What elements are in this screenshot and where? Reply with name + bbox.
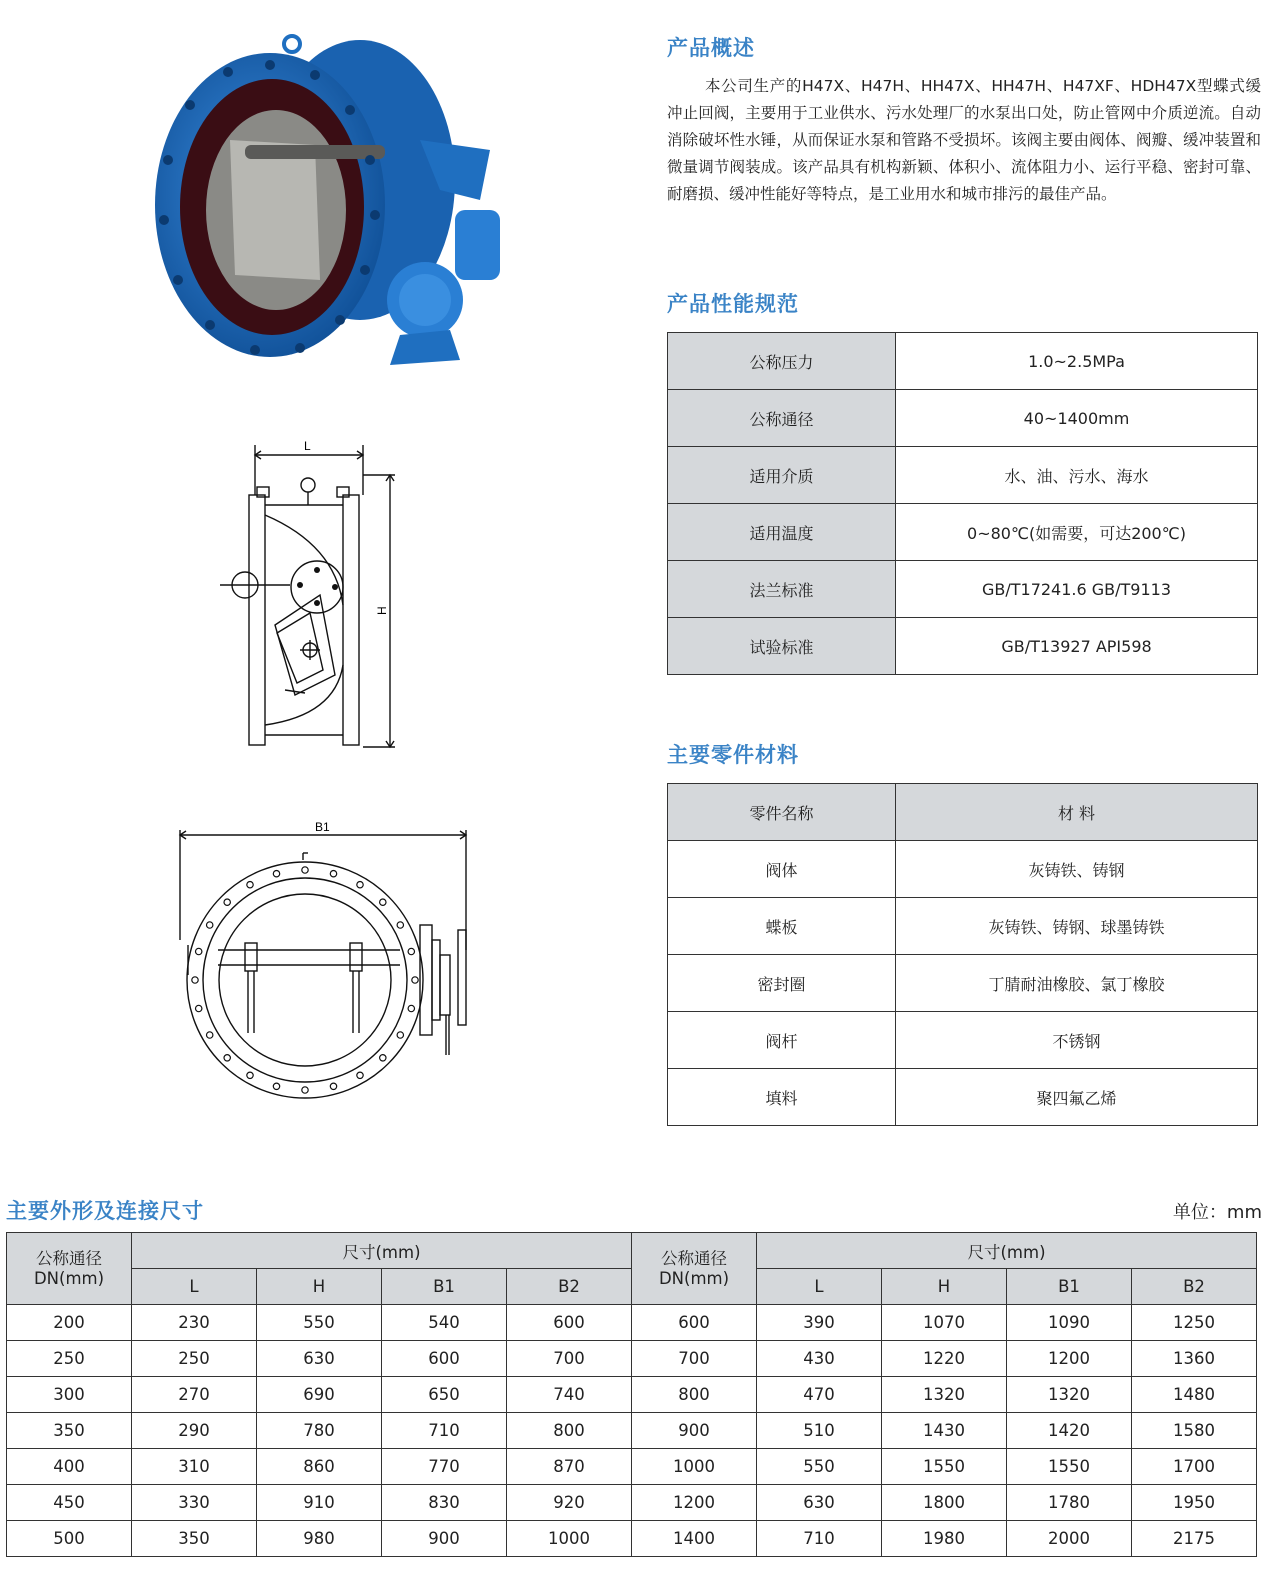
- bolt-hole: [192, 977, 198, 983]
- bolt-hole: [273, 1083, 279, 1089]
- table-cell: 770: [382, 1449, 507, 1485]
- table-cell: 1550: [1007, 1449, 1132, 1485]
- column-header: B1: [382, 1269, 507, 1305]
- table-cell: 550: [257, 1305, 382, 1341]
- table-cell: 1400: [632, 1521, 757, 1557]
- table-row: [7, 1341, 1257, 1377]
- part-material: 丁腈耐油橡胶、氯丁橡胶: [896, 955, 1258, 1012]
- table-cell: 800: [507, 1413, 632, 1449]
- table-row: [668, 390, 1258, 447]
- table-cell: 1250: [1132, 1305, 1257, 1341]
- part-name: 密封圈: [668, 955, 896, 1012]
- table-cell: 250: [132, 1341, 257, 1377]
- table-cell: 200: [7, 1305, 132, 1341]
- spec-value: 水、油、污水、海水: [896, 447, 1258, 504]
- table-header-row: [668, 784, 1258, 841]
- materials-title: 主要零件材料: [667, 743, 799, 767]
- spec-value: GB/T13927 API598: [896, 618, 1258, 675]
- drawing-label-h: H: [375, 606, 389, 615]
- dimensions-table: [6, 1232, 1257, 1557]
- part-name: 阀杆: [668, 1012, 896, 1069]
- table-cell: 350: [132, 1521, 257, 1557]
- table-cell: 1480: [1132, 1377, 1257, 1413]
- bolt-hole: [412, 977, 418, 983]
- bolt-hole: [397, 1032, 403, 1038]
- table-row: [7, 1485, 1257, 1521]
- table-cell: 550: [757, 1449, 882, 1485]
- table-cell: 1200: [1007, 1341, 1132, 1377]
- dimensions-title: 主要外形及连接尺寸: [6, 1199, 204, 1223]
- bolt-hole: [397, 922, 403, 928]
- table-row: [7, 1413, 1257, 1449]
- dn-header: 公称通径 DN(mm): [632, 1233, 757, 1305]
- spec-value: GB/T17241.6 GB/T9113: [896, 561, 1258, 618]
- column-header: H: [257, 1269, 382, 1305]
- table-cell: 1700: [1132, 1449, 1257, 1485]
- spec-key: 公称通径: [668, 390, 896, 447]
- table-cell: 700: [507, 1341, 632, 1377]
- table-cell: 470: [757, 1377, 882, 1413]
- table-row: [668, 618, 1258, 675]
- table-cell: 710: [382, 1413, 507, 1449]
- table-row: [7, 1305, 1257, 1341]
- spec-value: 1.0~2.5MPa: [896, 333, 1258, 390]
- bolt-hole: [196, 948, 202, 954]
- drawing-label-b1: B1: [315, 820, 330, 834]
- table-cell: 1980: [882, 1521, 1007, 1557]
- bolt-hole: [247, 1072, 253, 1078]
- table-cell: 2000: [1007, 1521, 1132, 1557]
- bolt-hole: [196, 1005, 202, 1011]
- spec-value: 0~80℃(如需要，可达200℃): [896, 504, 1258, 561]
- table-cell: 1320: [1007, 1377, 1132, 1413]
- table-cell: 510: [757, 1413, 882, 1449]
- table-cell: 690: [257, 1377, 382, 1413]
- table-cell: 350: [7, 1413, 132, 1449]
- column-header: H: [882, 1269, 1007, 1305]
- table-cell: 1200: [632, 1485, 757, 1521]
- bolt-hole: [224, 1055, 230, 1061]
- table-cell: 1950: [1132, 1485, 1257, 1521]
- table-cell: 2175: [1132, 1521, 1257, 1557]
- table-cell: 300: [7, 1377, 132, 1413]
- materials-table: [667, 783, 1258, 1126]
- table-cell: 830: [382, 1485, 507, 1521]
- overview-title: 产品概述: [667, 36, 755, 60]
- table-cell: 900: [632, 1413, 757, 1449]
- table-row: [668, 841, 1258, 898]
- table-cell: 900: [382, 1521, 507, 1557]
- table-cell: 250: [7, 1341, 132, 1377]
- bolt-hole: [330, 1083, 336, 1089]
- table-cell: 630: [757, 1485, 882, 1521]
- table-row: [668, 955, 1258, 1012]
- table-cell: 1800: [882, 1485, 1007, 1521]
- performance-title: 产品性能规范: [667, 292, 799, 316]
- bolt-hole: [207, 922, 213, 928]
- spec-key: 公称压力: [668, 333, 896, 390]
- table-cell: 920: [507, 1485, 632, 1521]
- bolt-hole: [408, 1005, 414, 1011]
- size-header: 尺寸(mm): [757, 1233, 1257, 1269]
- table-cell: 1220: [882, 1341, 1007, 1377]
- table-cell: 1320: [882, 1377, 1007, 1413]
- spec-value: 40~1400mm: [896, 390, 1258, 447]
- table-cell: 650: [382, 1377, 507, 1413]
- table-cell: 290: [132, 1413, 257, 1449]
- table-cell: 1550: [882, 1449, 1007, 1485]
- table-cell: 500: [7, 1521, 132, 1557]
- table-row: [668, 898, 1258, 955]
- drawing-label-l: L: [304, 439, 311, 453]
- spec-key: 适用介质: [668, 447, 896, 504]
- bolt-hole: [380, 1055, 386, 1061]
- table-cell: 800: [632, 1377, 757, 1413]
- table-cell: 1090: [1007, 1305, 1132, 1341]
- part-name: 填料: [668, 1069, 896, 1126]
- size-header: 尺寸(mm): [132, 1233, 632, 1269]
- table-cell: 1000: [507, 1521, 632, 1557]
- table-cell: 700: [632, 1341, 757, 1377]
- part-material: 聚四氟乙烯: [896, 1069, 1258, 1126]
- column-header: B2: [1132, 1269, 1257, 1305]
- spec-key: 适用温度: [668, 504, 896, 561]
- table-cell: 1430: [882, 1413, 1007, 1449]
- bolt-hole: [408, 948, 414, 954]
- column-header: 材 料: [896, 784, 1258, 841]
- part-material: 灰铸铁、铸钢: [896, 841, 1258, 898]
- part-material: 灰铸铁、铸钢、球墨铸铁: [896, 898, 1258, 955]
- table-cell: 1000: [632, 1449, 757, 1485]
- table-cell: 710: [757, 1521, 882, 1557]
- table-cell: 1070: [882, 1305, 1007, 1341]
- bolt-hole: [247, 882, 253, 888]
- bolt-hole: [380, 899, 386, 905]
- table-row: [668, 447, 1258, 504]
- table-row: [668, 1069, 1258, 1126]
- part-material: 不锈钢: [896, 1012, 1258, 1069]
- bolt-hole: [273, 871, 279, 877]
- table-cell: 1420: [1007, 1413, 1132, 1449]
- bolt-hole: [302, 867, 308, 873]
- table-cell: 390: [757, 1305, 882, 1341]
- spec-key: 法兰标准: [668, 561, 896, 618]
- bolt-hole: [207, 1032, 213, 1038]
- table-cell: 310: [132, 1449, 257, 1485]
- table-cell: 540: [382, 1305, 507, 1341]
- table-cell: 600: [382, 1341, 507, 1377]
- column-header: 零件名称: [668, 784, 896, 841]
- table-cell: 600: [507, 1305, 632, 1341]
- table-cell: 1780: [1007, 1485, 1132, 1521]
- unit-label: 单位：mm: [1172, 1202, 1262, 1223]
- table-cell: 870: [507, 1449, 632, 1485]
- column-header: L: [132, 1269, 257, 1305]
- performance-table: [667, 332, 1258, 675]
- table-cell: 740: [507, 1377, 632, 1413]
- table-cell: 980: [257, 1521, 382, 1557]
- table-cell: 630: [257, 1341, 382, 1377]
- table-row: [668, 561, 1258, 618]
- bolt-hole: [302, 1087, 308, 1093]
- table-cell: 330: [132, 1485, 257, 1521]
- table-cell: 1580: [1132, 1413, 1257, 1449]
- overview-text: 本公司生产的H47X、H47H、HH47X、HH47H、H47XF、HDH47X型蝶式缓冲止回阀，主要用于工业供水、污水处理厂的水泵出口处，防止管网中介质逆流。自动消除破坏性水锤，从而保证水泵和管路不受损坏。该阀主要由阀体、阀瓣、缓冲装置和微量调节阀装成。该产品具有机构新颖、体积小、流体阻力小、运行平稳、密封可靠、耐磨损、缓冲性能好等特点，是工业用水和城市排污的最佳产品。: [667, 77, 1261, 203]
- front-view-drawing: [170, 815, 480, 1105]
- table-cell: 910: [257, 1485, 382, 1521]
- table-header-row: [7, 1233, 1257, 1269]
- table-row: [668, 333, 1258, 390]
- table-cell: 860: [257, 1449, 382, 1485]
- part-name: 蝶板: [668, 898, 896, 955]
- table-cell: 270: [132, 1377, 257, 1413]
- table-row: [7, 1521, 1257, 1557]
- table-row: [668, 1012, 1258, 1069]
- spec-key: 试验标准: [668, 618, 896, 675]
- table-cell: 1360: [1132, 1341, 1257, 1377]
- bolt-hole: [224, 899, 230, 905]
- column-header: B1: [1007, 1269, 1132, 1305]
- table-row: [668, 504, 1258, 561]
- table-cell: 400: [7, 1449, 132, 1485]
- column-header: L: [757, 1269, 882, 1305]
- bolt-hole: [357, 882, 363, 888]
- bolt-hole: [330, 871, 336, 877]
- table-cell: 600: [632, 1305, 757, 1341]
- table-row: [7, 1377, 1257, 1413]
- dn-header: 公称通径 DN(mm): [7, 1233, 132, 1305]
- side-view-drawing: [215, 435, 410, 755]
- table-row: [7, 1449, 1257, 1485]
- bolt-hole: [357, 1072, 363, 1078]
- table-cell: 230: [132, 1305, 257, 1341]
- valve-photo: [150, 30, 510, 370]
- table-cell: 430: [757, 1341, 882, 1377]
- table-cell: 450: [7, 1485, 132, 1521]
- table-cell: 780: [257, 1413, 382, 1449]
- column-header: B2: [507, 1269, 632, 1305]
- part-name: 阀体: [668, 841, 896, 898]
